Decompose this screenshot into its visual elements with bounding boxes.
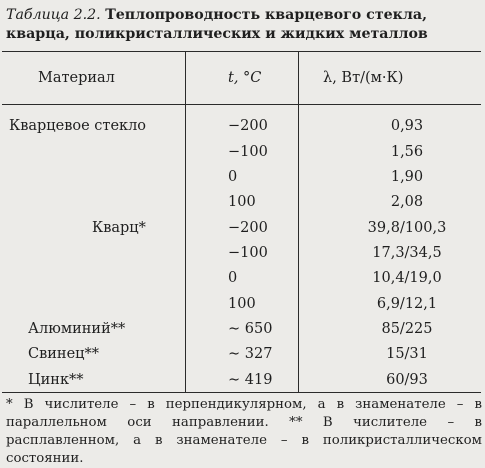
material-cell: Кварц* xyxy=(92,220,146,236)
temperature-cell: 0 xyxy=(228,270,238,286)
column-divider-2 xyxy=(298,51,299,392)
conductivity-cell: 0,93 xyxy=(390,118,424,134)
header-temperature: t, °C xyxy=(228,70,262,86)
temperature-cell: 100 xyxy=(228,194,256,210)
table-footnote: * В числителе – в перпендикулярном, а в знаменателе – в параллельном оси направлении. ** В числителе – в расплавленном, а в знаменателе – в поликристаллическом состоянии. xyxy=(6,397,482,466)
conductivity-cell: 39,8/100,3 xyxy=(367,220,447,236)
table-caption xyxy=(6,6,481,44)
material-cell: Цинк** xyxy=(28,372,84,388)
conductivity-cell: 17,3/34,5 xyxy=(372,245,442,261)
material-cell: Свинец** xyxy=(28,346,99,362)
conductivity-cell: 1,90 xyxy=(390,169,424,185)
conductivity-cell: 60/93 xyxy=(386,372,428,388)
material-cell: Кварцевое стекло xyxy=(9,118,147,134)
conductivity-cell: 15/31 xyxy=(386,346,428,362)
caption-label: Таблица 2.2. xyxy=(6,7,101,23)
table-bottom-rule xyxy=(2,392,481,393)
temperature-cell: 100 xyxy=(228,296,256,312)
temperature-cell: ∼ 327 xyxy=(228,346,273,362)
temperature-cell: −100 xyxy=(228,144,268,160)
temperature-cell: 0 xyxy=(228,169,238,185)
table-top-rule xyxy=(2,51,481,52)
column-divider-1 xyxy=(185,51,186,392)
conductivity-cell: 1,56 xyxy=(390,144,424,160)
caption-title-line1: Теплопроводность кварцевого стекла, xyxy=(105,7,428,23)
temperature-cell: −100 xyxy=(228,245,268,261)
caption-title-line2: кварца, поликристаллических и жидких металлов xyxy=(6,26,428,42)
conductivity-cell: 6,9/12,1 xyxy=(376,296,438,312)
material-cell: Алюминий** xyxy=(28,321,126,337)
conductivity-cell: 85/225 xyxy=(381,321,433,337)
conductivity-cell: 2,08 xyxy=(390,194,424,210)
header-bottom-rule xyxy=(2,104,481,105)
conductivity-cell: 10,4/19,0 xyxy=(372,270,442,286)
header-conductivity: λ, Вт/(м·К) xyxy=(323,70,404,86)
temperature-cell: −200 xyxy=(228,118,268,134)
temperature-cell: ∼ 650 xyxy=(228,321,273,337)
temperature-cell: ∼ 419 xyxy=(228,372,273,388)
header-material: Материал xyxy=(38,70,115,86)
temperature-cell: −200 xyxy=(228,220,268,236)
